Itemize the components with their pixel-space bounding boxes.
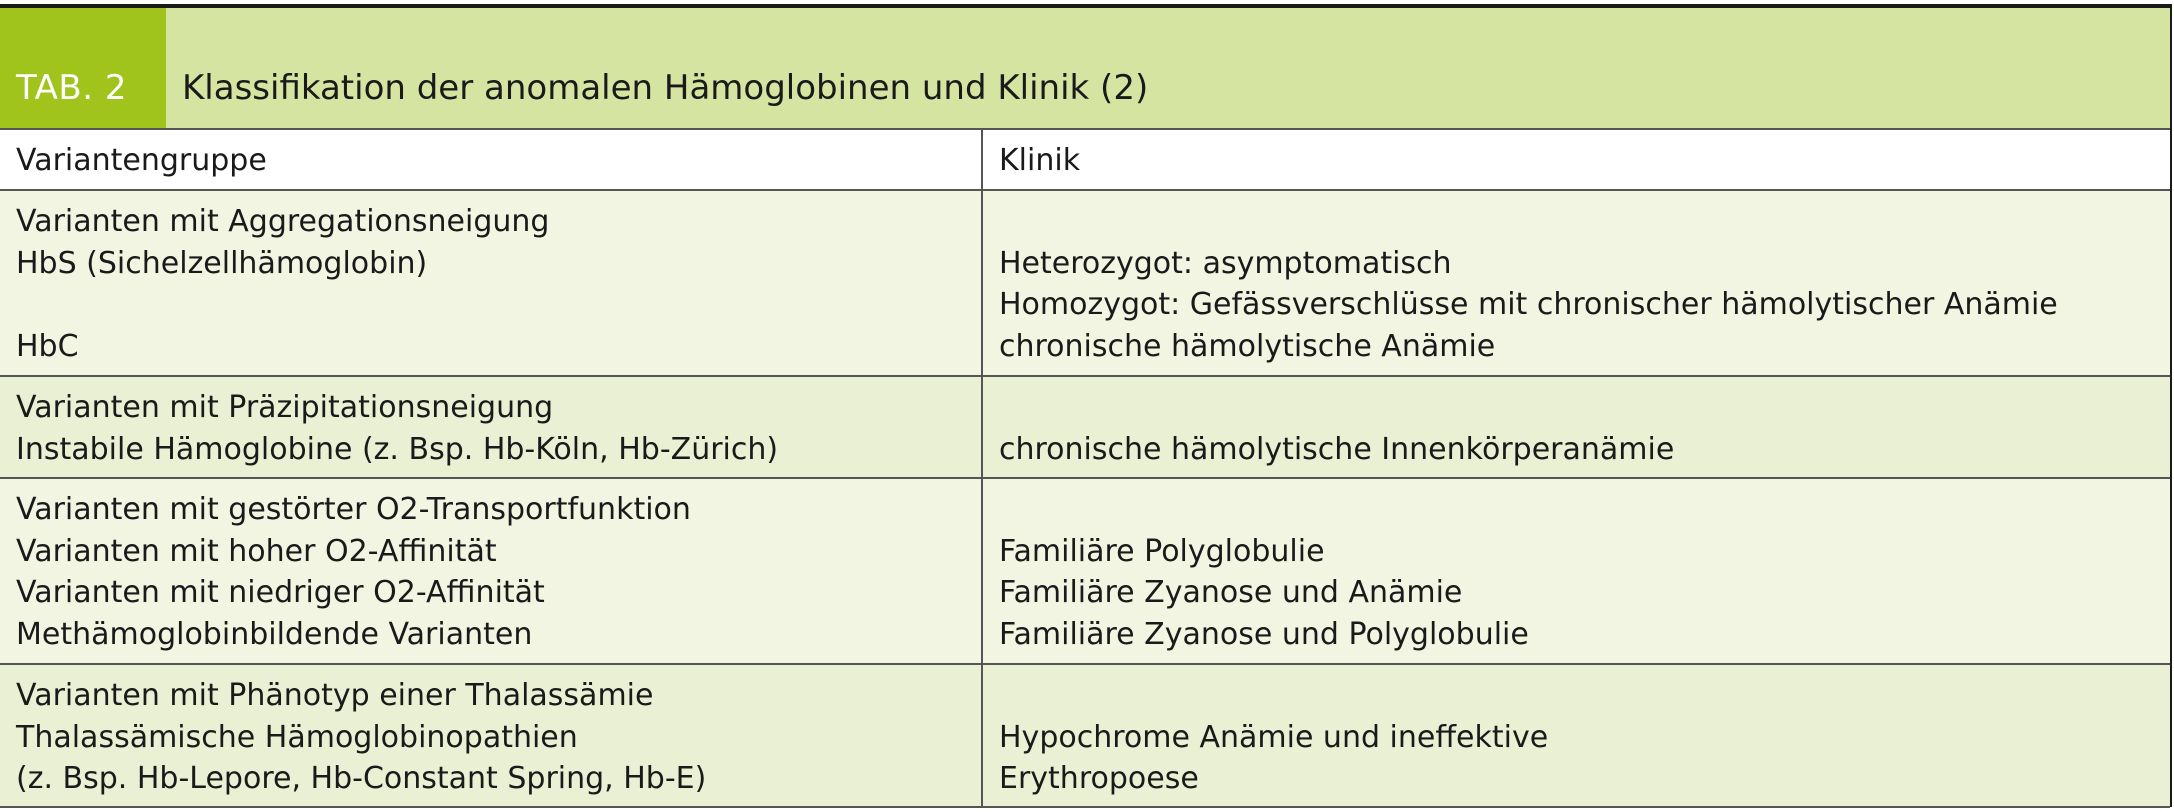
cell-variantengruppe [0,190,982,376]
cell-line: Erythropoese [999,761,1199,796]
data-table [0,130,2170,808]
cell-klinik [982,376,2170,478]
cell-line: HbS (Sichelzellhämoglobin) [16,245,428,281]
table-title: Klassifikation der anomalen Hämoglobinen und Klinik (2) [182,68,1149,108]
column-header-row [0,130,2170,190]
cell-line: Homozygot: Gefässverschlüsse mit chronischer hämolytischer Anämie [999,287,2058,322]
cell-line: (z. Bsp. Hb-Lepore, Hb-Constant Spring, Hb-E) [16,761,707,796]
cell-line: Familiäre Zyanose und Anämie [999,575,1463,610]
cell-variantengruppe [0,664,982,807]
cell-line [999,387,2154,429]
cell-line: Hypochrome Anämie und ineffektive [999,719,1549,755]
cell-line [999,489,2154,531]
table-row [0,190,2170,376]
column-header-klinik: Klinik [982,130,2170,190]
classification-table [0,4,2172,807]
cell-line: Heterozygot: asymptomatisch [999,245,1452,281]
cell-line: Varianten mit Phänotyp einer Thalassämie [16,678,654,713]
table-number-label: TAB. 2 [0,8,166,128]
cell-klinik [982,190,2170,376]
cell-line [999,201,2154,243]
table-row [0,664,2170,807]
table-row [0,376,2170,478]
cell-klinik [982,478,2170,664]
cell-klinik [982,664,2170,807]
table-header [0,8,2170,130]
cell-line: Varianten mit Aggregationsneigung [16,204,550,239]
cell-line: Thalassämische Hämoglobinopathien [16,719,578,755]
cell-line: Varianten mit Präzipitationsneigung [16,390,554,425]
cell-line: Familiäre Polyglobulie [999,533,1325,569]
cell-variantengruppe [0,376,982,478]
cell-line [16,284,965,326]
cell-line: chronische hämolytische Anämie [999,328,1496,364]
column-header-variantengruppe: Variantengruppe [0,130,982,190]
cell-line: HbC [16,328,79,364]
cell-line: Varianten mit gestörter O2-Transportfunktion [16,492,691,527]
cell-line: Varianten mit niedriger O2-Affinität [16,575,545,610]
table-row [0,478,2170,664]
cell-line: Varianten mit hoher O2-Affinität [16,533,497,569]
cell-line: Instabile Hämoglobine (z. Bsp. Hb-Köln, Hb-Zürich) [16,431,779,467]
cell-line: Methämoglobinbildende Varianten [16,616,533,652]
cell-variantengruppe [0,478,982,664]
cell-line: chronische hämolytische Innenkörperanämie [999,431,1675,467]
cell-line: Familiäre Zyanose und Polyglobulie [999,616,1529,652]
cell-line [999,675,2154,717]
